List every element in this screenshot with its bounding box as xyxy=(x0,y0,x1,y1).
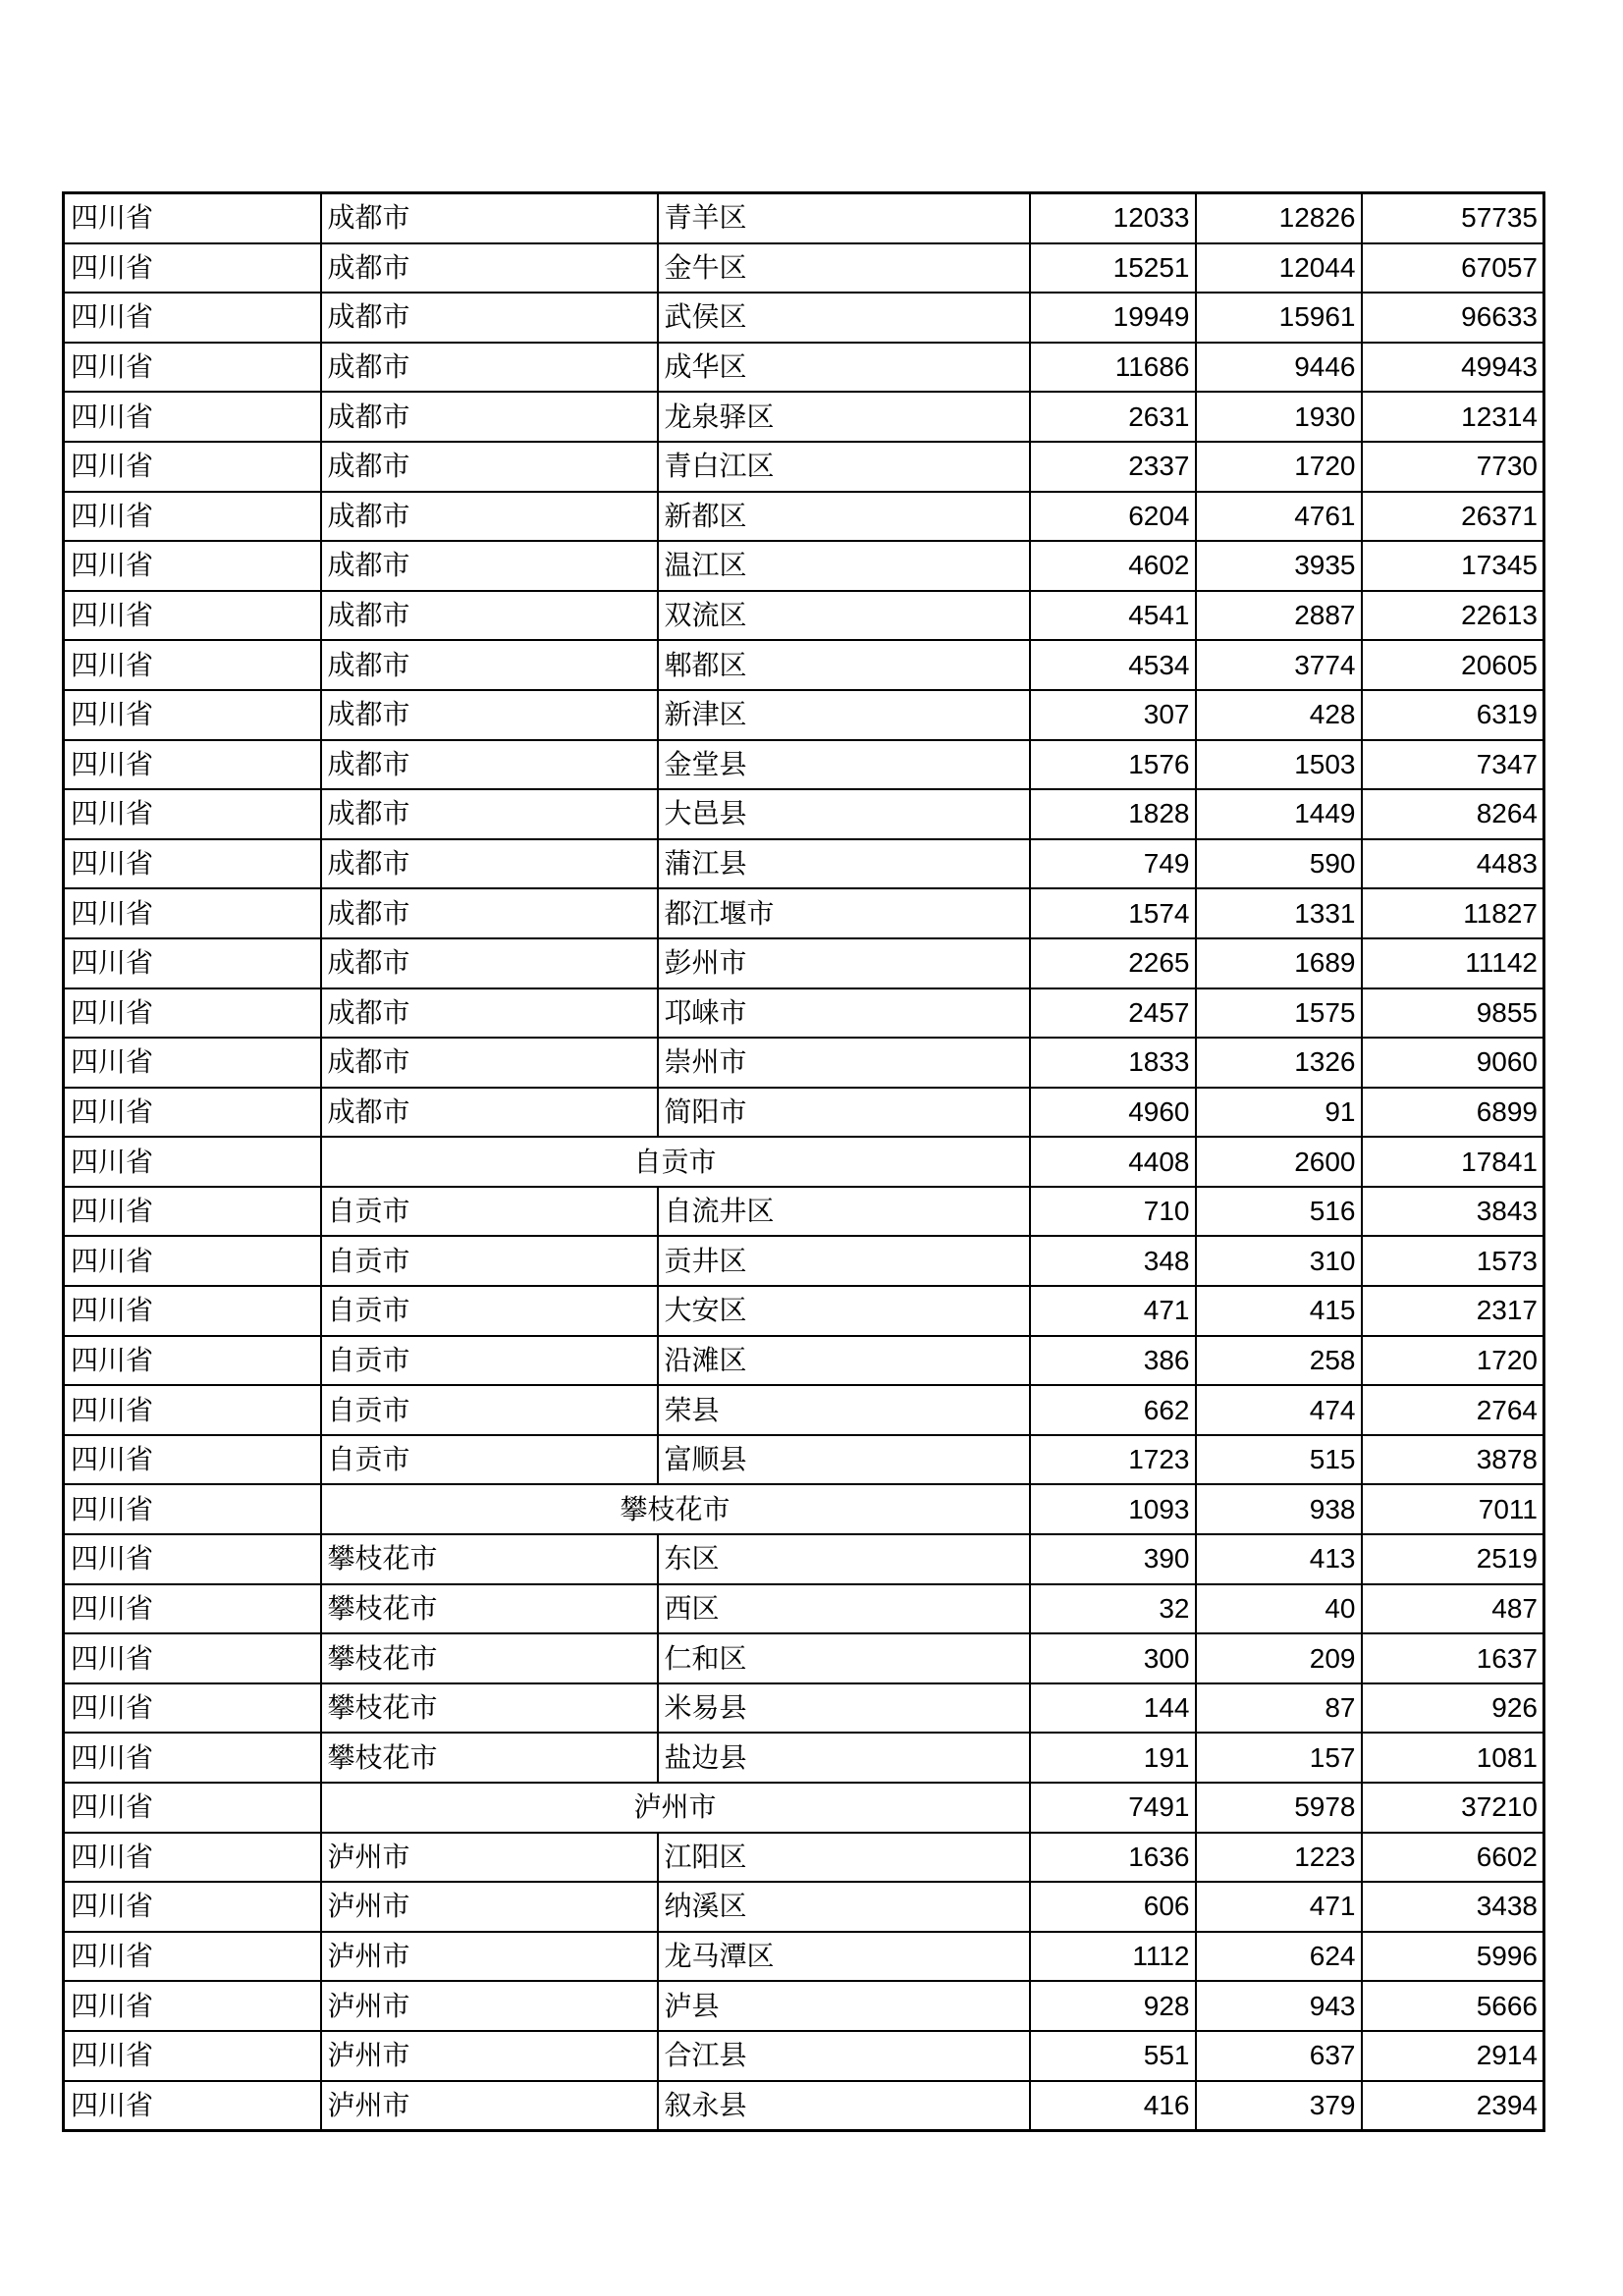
value-cell-3: 9855 xyxy=(1362,988,1544,1039)
district-cell: 大安区 xyxy=(658,1286,1030,1336)
table-row xyxy=(64,343,1544,393)
city-cell: 成都市 xyxy=(321,740,658,790)
table-row xyxy=(64,1236,1544,1286)
table-row xyxy=(64,492,1544,542)
city-cell: 成都市 xyxy=(321,938,658,988)
value-cell-1: 2631 xyxy=(1030,392,1196,442)
value-cell-1: 1574 xyxy=(1030,888,1196,938)
table-row xyxy=(64,1633,1544,1683)
district-cell: 合江县 xyxy=(658,2031,1030,2081)
value-cell-1: 348 xyxy=(1030,1236,1196,1286)
value-cell-2: 943 xyxy=(1196,1981,1362,2031)
district-cell: 蒲江县 xyxy=(658,839,1030,889)
value-cell-2: 2600 xyxy=(1196,1137,1362,1187)
table-row xyxy=(64,1733,1544,1783)
table-row xyxy=(64,442,1544,492)
district-cell: 武侯区 xyxy=(658,293,1030,343)
city-cell: 成都市 xyxy=(321,343,658,393)
district-cell: 崇州市 xyxy=(658,1038,1030,1088)
value-cell-3: 20605 xyxy=(1362,640,1544,690)
value-cell-2: 1503 xyxy=(1196,740,1362,790)
district-cell: 大邑县 xyxy=(658,789,1030,839)
table-row xyxy=(64,640,1544,690)
city-cell: 攀枝花市 xyxy=(321,1633,658,1683)
value-cell-1: 606 xyxy=(1030,1882,1196,1932)
table-row-city-subtotal xyxy=(64,1783,1544,1833)
value-cell-3: 2764 xyxy=(1362,1385,1544,1435)
value-cell-1: 1828 xyxy=(1030,789,1196,839)
city-cell: 成都市 xyxy=(321,442,658,492)
value-cell-3: 37210 xyxy=(1362,1783,1544,1833)
value-cell-2: 9446 xyxy=(1196,343,1362,393)
province-cell: 四川省 xyxy=(64,243,321,294)
city-subtotal-cell: 攀枝花市 xyxy=(321,1484,1030,1534)
value-cell-1: 710 xyxy=(1030,1187,1196,1237)
value-cell-2: 1223 xyxy=(1196,1833,1362,1883)
city-cell: 成都市 xyxy=(321,293,658,343)
statistics-table xyxy=(62,191,1545,2132)
table-row xyxy=(64,293,1544,343)
value-cell-2: 87 xyxy=(1196,1683,1362,1734)
value-cell-2: 474 xyxy=(1196,1385,1362,1435)
province-cell: 四川省 xyxy=(64,1783,321,1833)
province-cell: 四川省 xyxy=(64,1385,321,1435)
value-cell-3: 26371 xyxy=(1362,492,1544,542)
value-cell-2: 4761 xyxy=(1196,492,1362,542)
province-cell: 四川省 xyxy=(64,839,321,889)
value-cell-3: 6602 xyxy=(1362,1833,1544,1883)
table-row xyxy=(64,888,1544,938)
table-row xyxy=(64,1385,1544,1435)
city-cell: 自贡市 xyxy=(321,1385,658,1435)
table-row xyxy=(64,1286,1544,1336)
value-cell-2: 413 xyxy=(1196,1534,1362,1584)
value-cell-3: 6319 xyxy=(1362,690,1544,740)
value-cell-2: 1930 xyxy=(1196,392,1362,442)
province-cell: 四川省 xyxy=(64,1683,321,1734)
value-cell-2: 157 xyxy=(1196,1733,1362,1783)
table-row xyxy=(64,988,1544,1039)
district-cell: 成华区 xyxy=(658,343,1030,393)
value-cell-2: 15961 xyxy=(1196,293,1362,343)
province-cell: 四川省 xyxy=(64,888,321,938)
value-cell-3: 7011 xyxy=(1362,1484,1544,1534)
value-cell-3: 2317 xyxy=(1362,1286,1544,1336)
district-cell: 叙永县 xyxy=(658,2081,1030,2131)
province-cell: 四川省 xyxy=(64,2081,321,2131)
value-cell-2: 40 xyxy=(1196,1584,1362,1634)
value-cell-2: 379 xyxy=(1196,2081,1362,2131)
province-cell: 四川省 xyxy=(64,1882,321,1932)
district-cell: 盐边县 xyxy=(658,1733,1030,1783)
province-cell: 四川省 xyxy=(64,1236,321,1286)
value-cell-3: 7347 xyxy=(1362,740,1544,790)
province-cell: 四川省 xyxy=(64,740,321,790)
city-cell: 成都市 xyxy=(321,690,658,740)
value-cell-2: 515 xyxy=(1196,1435,1362,1485)
value-cell-1: 551 xyxy=(1030,2031,1196,2081)
province-cell: 四川省 xyxy=(64,1137,321,1187)
value-cell-3: 17841 xyxy=(1362,1137,1544,1187)
province-cell: 四川省 xyxy=(64,2031,321,2081)
city-cell: 自贡市 xyxy=(321,1286,658,1336)
city-cell: 成都市 xyxy=(321,839,658,889)
value-cell-3: 926 xyxy=(1362,1683,1544,1734)
district-cell: 泸县 xyxy=(658,1981,1030,2031)
district-cell: 双流区 xyxy=(658,591,1030,641)
province-cell: 四川省 xyxy=(64,1733,321,1783)
value-cell-1: 11686 xyxy=(1030,343,1196,393)
province-cell: 四川省 xyxy=(64,988,321,1039)
value-cell-1: 1112 xyxy=(1030,1932,1196,1982)
city-cell: 泸州市 xyxy=(321,1833,658,1883)
district-cell: 龙马潭区 xyxy=(658,1932,1030,1982)
value-cell-2: 1689 xyxy=(1196,938,1362,988)
city-cell: 泸州市 xyxy=(321,2031,658,2081)
province-cell: 四川省 xyxy=(64,1336,321,1386)
value-cell-1: 32 xyxy=(1030,1584,1196,1634)
value-cell-1: 471 xyxy=(1030,1286,1196,1336)
district-cell: 新都区 xyxy=(658,492,1030,542)
district-cell: 米易县 xyxy=(658,1683,1030,1734)
district-cell: 沿滩区 xyxy=(658,1336,1030,1386)
table-row xyxy=(64,1534,1544,1584)
value-cell-1: 4602 xyxy=(1030,541,1196,591)
value-cell-1: 144 xyxy=(1030,1683,1196,1734)
table-row xyxy=(64,2031,1544,2081)
value-cell-1: 1576 xyxy=(1030,740,1196,790)
value-cell-3: 3843 xyxy=(1362,1187,1544,1237)
district-cell: 东区 xyxy=(658,1534,1030,1584)
city-cell: 成都市 xyxy=(321,541,658,591)
city-cell: 自贡市 xyxy=(321,1435,658,1485)
value-cell-2: 1326 xyxy=(1196,1038,1362,1088)
city-cell: 成都市 xyxy=(321,888,658,938)
value-cell-1: 1636 xyxy=(1030,1833,1196,1883)
district-cell: 温江区 xyxy=(658,541,1030,591)
table-row xyxy=(64,1981,1544,2031)
table-row xyxy=(64,1833,1544,1883)
statistics-table-body xyxy=(64,193,1544,2131)
city-cell: 泸州市 xyxy=(321,1932,658,1982)
value-cell-3: 22613 xyxy=(1362,591,1544,641)
city-cell: 成都市 xyxy=(321,193,658,243)
district-cell: 青白江区 xyxy=(658,442,1030,492)
value-cell-3: 5666 xyxy=(1362,1981,1544,2031)
value-cell-3: 4483 xyxy=(1362,839,1544,889)
district-cell: 富顺县 xyxy=(658,1435,1030,1485)
city-cell: 成都市 xyxy=(321,243,658,294)
province-cell: 四川省 xyxy=(64,591,321,641)
province-cell: 四川省 xyxy=(64,492,321,542)
table-row xyxy=(64,1038,1544,1088)
table-row xyxy=(64,1932,1544,1982)
city-cell: 成都市 xyxy=(321,1038,658,1088)
city-cell: 攀枝花市 xyxy=(321,1584,658,1634)
value-cell-2: 590 xyxy=(1196,839,1362,889)
province-cell: 四川省 xyxy=(64,1484,321,1534)
province-cell: 四川省 xyxy=(64,1534,321,1584)
district-cell: 江阳区 xyxy=(658,1833,1030,1883)
province-cell: 四川省 xyxy=(64,690,321,740)
value-cell-3: 3878 xyxy=(1362,1435,1544,1485)
value-cell-3: 11142 xyxy=(1362,938,1544,988)
district-cell: 自流井区 xyxy=(658,1187,1030,1237)
district-cell: 新津区 xyxy=(658,690,1030,740)
value-cell-1: 7491 xyxy=(1030,1783,1196,1833)
table-row xyxy=(64,1336,1544,1386)
value-cell-3: 11827 xyxy=(1362,888,1544,938)
table-row xyxy=(64,1882,1544,1932)
province-cell: 四川省 xyxy=(64,293,321,343)
value-cell-1: 2337 xyxy=(1030,442,1196,492)
value-cell-3: 9060 xyxy=(1362,1038,1544,1088)
value-cell-3: 1081 xyxy=(1362,1733,1544,1783)
value-cell-1: 1723 xyxy=(1030,1435,1196,1485)
table-row xyxy=(64,1435,1544,1485)
province-cell: 四川省 xyxy=(64,1633,321,1683)
value-cell-1: 1093 xyxy=(1030,1484,1196,1534)
value-cell-3: 49943 xyxy=(1362,343,1544,393)
table-row xyxy=(64,789,1544,839)
value-cell-2: 91 xyxy=(1196,1088,1362,1138)
value-cell-3: 6899 xyxy=(1362,1088,1544,1138)
city-cell: 自贡市 xyxy=(321,1187,658,1237)
value-cell-1: 749 xyxy=(1030,839,1196,889)
table-row xyxy=(64,1584,1544,1634)
value-cell-1: 4960 xyxy=(1030,1088,1196,1138)
value-cell-1: 4534 xyxy=(1030,640,1196,690)
city-cell: 自贡市 xyxy=(321,1336,658,1386)
table-row xyxy=(64,690,1544,740)
district-cell: 纳溪区 xyxy=(658,1882,1030,1932)
table-row xyxy=(64,740,1544,790)
value-cell-1: 12033 xyxy=(1030,193,1196,243)
value-cell-3: 1720 xyxy=(1362,1336,1544,1386)
value-cell-2: 258 xyxy=(1196,1336,1362,1386)
value-cell-3: 12314 xyxy=(1362,392,1544,442)
value-cell-1: 2265 xyxy=(1030,938,1196,988)
province-cell: 四川省 xyxy=(64,1981,321,2031)
value-cell-3: 2914 xyxy=(1362,2031,1544,2081)
district-cell: 简阳市 xyxy=(658,1088,1030,1138)
province-cell: 四川省 xyxy=(64,1187,321,1237)
district-cell: 彭州市 xyxy=(658,938,1030,988)
value-cell-2: 3935 xyxy=(1196,541,1362,591)
value-cell-2: 1449 xyxy=(1196,789,1362,839)
value-cell-1: 1833 xyxy=(1030,1038,1196,1088)
value-cell-3: 2394 xyxy=(1362,2081,1544,2131)
value-cell-2: 938 xyxy=(1196,1484,1362,1534)
province-cell: 四川省 xyxy=(64,640,321,690)
province-cell: 四川省 xyxy=(64,789,321,839)
district-cell: 金牛区 xyxy=(658,243,1030,294)
value-cell-2: 415 xyxy=(1196,1286,1362,1336)
city-subtotal-cell: 自贡市 xyxy=(321,1137,1030,1187)
value-cell-3: 96633 xyxy=(1362,293,1544,343)
value-cell-2: 5978 xyxy=(1196,1783,1362,1833)
value-cell-1: 928 xyxy=(1030,1981,1196,2031)
province-cell: 四川省 xyxy=(64,442,321,492)
value-cell-1: 386 xyxy=(1030,1336,1196,1386)
value-cell-2: 1720 xyxy=(1196,442,1362,492)
city-cell: 成都市 xyxy=(321,591,658,641)
table-row-city-subtotal xyxy=(64,1484,1544,1534)
city-cell: 攀枝花市 xyxy=(321,1534,658,1584)
value-cell-2: 2887 xyxy=(1196,591,1362,641)
value-cell-2: 624 xyxy=(1196,1932,1362,1982)
district-cell: 青羊区 xyxy=(658,193,1030,243)
value-cell-2: 428 xyxy=(1196,690,1362,740)
table-row xyxy=(64,2081,1544,2131)
value-cell-1: 662 xyxy=(1030,1385,1196,1435)
district-cell: 荣县 xyxy=(658,1385,1030,1435)
district-cell: 贡井区 xyxy=(658,1236,1030,1286)
table-row xyxy=(64,392,1544,442)
value-cell-3: 5996 xyxy=(1362,1932,1544,1982)
value-cell-2: 516 xyxy=(1196,1187,1362,1237)
value-cell-1: 416 xyxy=(1030,2081,1196,2131)
value-cell-3: 67057 xyxy=(1362,243,1544,294)
city-subtotal-cell: 泸州市 xyxy=(321,1783,1030,1833)
value-cell-1: 307 xyxy=(1030,690,1196,740)
province-cell: 四川省 xyxy=(64,541,321,591)
value-cell-1: 300 xyxy=(1030,1633,1196,1683)
value-cell-1: 2457 xyxy=(1030,988,1196,1039)
value-cell-1: 15251 xyxy=(1030,243,1196,294)
district-cell: 都江堰市 xyxy=(658,888,1030,938)
city-cell: 泸州市 xyxy=(321,1981,658,2031)
value-cell-1: 390 xyxy=(1030,1534,1196,1584)
value-cell-2: 3774 xyxy=(1196,640,1362,690)
value-cell-2: 12826 xyxy=(1196,193,1362,243)
value-cell-2: 637 xyxy=(1196,2031,1362,2081)
district-cell: 郫都区 xyxy=(658,640,1030,690)
table-row xyxy=(64,591,1544,641)
city-cell: 成都市 xyxy=(321,1088,658,1138)
city-cell: 成都市 xyxy=(321,988,658,1039)
value-cell-3: 487 xyxy=(1362,1584,1544,1634)
province-cell: 四川省 xyxy=(64,1435,321,1485)
district-cell: 金堂县 xyxy=(658,740,1030,790)
table-row-city-subtotal xyxy=(64,1137,1544,1187)
table-row xyxy=(64,193,1544,243)
value-cell-3: 17345 xyxy=(1362,541,1544,591)
city-cell: 成都市 xyxy=(321,789,658,839)
province-cell: 四川省 xyxy=(64,1584,321,1634)
table-row xyxy=(64,1187,1544,1237)
district-cell: 仁和区 xyxy=(658,1633,1030,1683)
value-cell-2: 1575 xyxy=(1196,988,1362,1039)
value-cell-2: 310 xyxy=(1196,1236,1362,1286)
value-cell-1: 191 xyxy=(1030,1733,1196,1783)
value-cell-2: 1331 xyxy=(1196,888,1362,938)
province-cell: 四川省 xyxy=(64,1088,321,1138)
table-row xyxy=(64,938,1544,988)
province-cell: 四川省 xyxy=(64,343,321,393)
province-cell: 四川省 xyxy=(64,1038,321,1088)
value-cell-3: 7730 xyxy=(1362,442,1544,492)
value-cell-2: 12044 xyxy=(1196,243,1362,294)
value-cell-2: 471 xyxy=(1196,1882,1362,1932)
table-row xyxy=(64,839,1544,889)
province-cell: 四川省 xyxy=(64,193,321,243)
city-cell: 成都市 xyxy=(321,640,658,690)
table-row xyxy=(64,1088,1544,1138)
city-cell: 成都市 xyxy=(321,492,658,542)
value-cell-3: 57735 xyxy=(1362,193,1544,243)
value-cell-3: 3438 xyxy=(1362,1882,1544,1932)
value-cell-3: 1637 xyxy=(1362,1633,1544,1683)
value-cell-1: 6204 xyxy=(1030,492,1196,542)
city-cell: 泸州市 xyxy=(321,2081,658,2131)
table-row xyxy=(64,243,1544,294)
province-cell: 四川省 xyxy=(64,1833,321,1883)
value-cell-3: 1573 xyxy=(1362,1236,1544,1286)
value-cell-1: 19949 xyxy=(1030,293,1196,343)
value-cell-1: 4408 xyxy=(1030,1137,1196,1187)
city-cell: 自贡市 xyxy=(321,1236,658,1286)
value-cell-3: 2519 xyxy=(1362,1534,1544,1584)
district-cell: 邛崃市 xyxy=(658,988,1030,1039)
province-cell: 四川省 xyxy=(64,1286,321,1336)
city-cell: 攀枝花市 xyxy=(321,1683,658,1734)
table-row xyxy=(64,1683,1544,1734)
province-cell: 四川省 xyxy=(64,938,321,988)
city-cell: 攀枝花市 xyxy=(321,1733,658,1783)
table-row xyxy=(64,541,1544,591)
value-cell-3: 8264 xyxy=(1362,789,1544,839)
province-cell: 四川省 xyxy=(64,392,321,442)
district-cell: 西区 xyxy=(658,1584,1030,1634)
city-cell: 泸州市 xyxy=(321,1882,658,1932)
city-cell: 成都市 xyxy=(321,392,658,442)
district-cell: 龙泉驿区 xyxy=(658,392,1030,442)
province-cell: 四川省 xyxy=(64,1932,321,1982)
value-cell-1: 4541 xyxy=(1030,591,1196,641)
value-cell-2: 209 xyxy=(1196,1633,1362,1683)
